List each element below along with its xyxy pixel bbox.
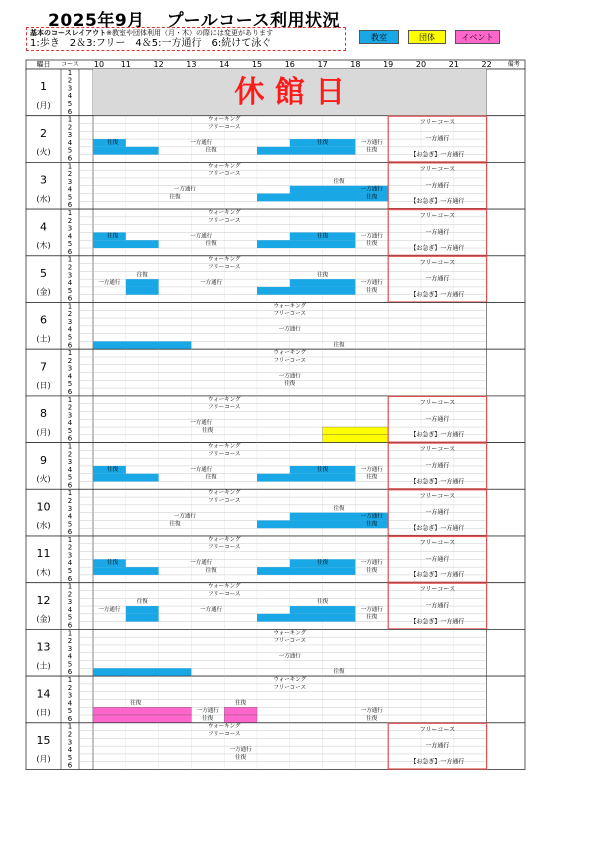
lane-label: ウォーキング bbox=[207, 443, 241, 450]
day-weekday-4: (木) bbox=[36, 241, 51, 251]
lane-label: 一方通行 bbox=[278, 373, 301, 380]
day-weekday-15: (月) bbox=[36, 754, 51, 764]
lane-number-6: 6 bbox=[67, 434, 73, 443]
lane-number-1: 1 bbox=[67, 629, 73, 638]
evening-special-label: 【お急ぎ】一方通行 bbox=[410, 525, 465, 533]
lane-label: 一方通行 bbox=[98, 606, 121, 613]
lane-number-2: 2 bbox=[67, 637, 73, 646]
lane-label: フリーコース bbox=[207, 171, 241, 178]
lane-number-6: 6 bbox=[67, 341, 73, 350]
lane-label: 一方通行 bbox=[190, 420, 213, 427]
day-weekday-14: (日) bbox=[36, 708, 51, 718]
day-weekday-8: (月) bbox=[36, 427, 51, 437]
course-header: コース bbox=[61, 61, 79, 68]
lane-number-6: 6 bbox=[67, 154, 73, 163]
lane-label: 往復 bbox=[107, 233, 119, 240]
lane-number-6: 6 bbox=[67, 247, 73, 256]
class-block bbox=[126, 614, 159, 622]
hour-label-15: 15 bbox=[251, 60, 263, 69]
legend-event: イベント bbox=[455, 30, 500, 44]
lane-number-5: 5 bbox=[67, 240, 73, 249]
lane-number-6: 6 bbox=[67, 761, 73, 770]
lane-label: 往復 bbox=[333, 342, 345, 349]
evening-special-label: 【お急ぎ】一方通行 bbox=[410, 244, 465, 252]
lane-label: ウォーキング bbox=[207, 116, 241, 123]
lane-number-3: 3 bbox=[67, 317, 73, 326]
lane-number-1: 1 bbox=[67, 442, 73, 451]
lane-label: フリーコース bbox=[273, 638, 307, 645]
evening-oneway-label: 一方通行 bbox=[425, 509, 450, 517]
lane-label: 一方通行 bbox=[200, 280, 223, 287]
lane-label: 往復 bbox=[366, 715, 378, 722]
lane-number-4: 4 bbox=[67, 92, 73, 101]
lane-number-2: 2 bbox=[67, 170, 73, 179]
day-weekday-1: (月) bbox=[36, 100, 51, 110]
lane-label: 一方通行 bbox=[229, 747, 252, 754]
day-weekday-13: (土) bbox=[36, 661, 51, 671]
evening-oneway-label: 一方通行 bbox=[425, 135, 450, 143]
lane-number-4: 4 bbox=[67, 512, 73, 521]
lane-number-5: 5 bbox=[67, 100, 73, 109]
lane-number-2: 2 bbox=[67, 730, 73, 739]
lane-number-4: 4 bbox=[67, 232, 73, 241]
class-block bbox=[257, 567, 355, 575]
lane-label: 一方通行 bbox=[360, 560, 383, 567]
lane-label: 往復 bbox=[366, 147, 378, 154]
lane-number-6: 6 bbox=[67, 107, 73, 116]
lane-label: ウォーキング bbox=[273, 676, 307, 683]
evening-special-label: 【お急ぎ】一方通行 bbox=[410, 758, 465, 766]
lane-number-4: 4 bbox=[67, 279, 73, 288]
lane-number-1: 1 bbox=[67, 349, 73, 358]
lane-number-5: 5 bbox=[67, 333, 73, 342]
lane-label: 往復 bbox=[366, 568, 378, 575]
event-block bbox=[224, 715, 257, 723]
evening-oneway-label: 一方通行 bbox=[425, 462, 450, 470]
group-block bbox=[323, 427, 389, 435]
lane-number-2: 2 bbox=[67, 216, 73, 225]
lane-number-4: 4 bbox=[67, 325, 73, 334]
hour-label-18: 18 bbox=[350, 60, 361, 69]
lane-number-1: 1 bbox=[67, 255, 73, 264]
lane-number-3: 3 bbox=[67, 131, 73, 140]
lane-number-2: 2 bbox=[67, 683, 73, 692]
legend-class: 教室 bbox=[359, 30, 399, 44]
evening-oneway-label: 一方通行 bbox=[425, 182, 450, 190]
lane-number-6: 6 bbox=[67, 714, 73, 723]
evening-free-label: フリーコース bbox=[419, 446, 456, 454]
lane-label: 一方通行 bbox=[360, 280, 383, 287]
lane-label: 一方通行 bbox=[360, 708, 383, 715]
lane-label: フリーコース bbox=[207, 264, 241, 271]
lane-label: 往復 bbox=[205, 147, 217, 154]
lane-label: 往復 bbox=[333, 669, 345, 676]
lane-label: 往復 bbox=[317, 599, 329, 606]
day-date-2: 2 bbox=[40, 126, 47, 140]
class-block bbox=[93, 240, 159, 248]
day-weekday-12: (金) bbox=[36, 614, 51, 624]
evening-free-label: フリーコース bbox=[419, 492, 456, 500]
lane-number-1: 1 bbox=[67, 722, 73, 731]
lane-number-2: 2 bbox=[67, 123, 73, 132]
hour-label-16: 16 bbox=[284, 60, 295, 69]
lane-number-4: 4 bbox=[67, 652, 73, 661]
lane-label: 往復 bbox=[136, 599, 148, 606]
lane-label: ウォーキング bbox=[207, 256, 241, 263]
lane-number-5: 5 bbox=[67, 707, 73, 716]
lane-label: フリーコース bbox=[207, 451, 241, 458]
day-date-1: 1 bbox=[40, 80, 47, 94]
legend-group: 団体 bbox=[408, 30, 446, 44]
day-weekday-11: (木) bbox=[36, 567, 51, 577]
layout-title: 基本のコースレイアウト bbox=[30, 29, 107, 37]
lane-number-1: 1 bbox=[67, 535, 73, 544]
lane-label: 往復 bbox=[130, 700, 142, 707]
notes-header: 備考 bbox=[507, 61, 520, 68]
group-block bbox=[323, 435, 389, 443]
lane-label: 一方通行 bbox=[278, 653, 301, 660]
class-block bbox=[93, 341, 191, 349]
evening-free-label: フリーコース bbox=[419, 586, 456, 594]
day-date-13: 13 bbox=[36, 640, 51, 654]
event-block bbox=[93, 715, 191, 723]
lane-number-4: 4 bbox=[67, 605, 73, 614]
lane-label: 往復 bbox=[169, 194, 181, 201]
lane-number-5: 5 bbox=[67, 146, 73, 155]
hour-label-19: 19 bbox=[383, 60, 394, 69]
class-block bbox=[257, 474, 355, 482]
lane-number-5: 5 bbox=[67, 286, 73, 295]
evening-special-label: 【お急ぎ】一方通行 bbox=[410, 198, 465, 206]
lane-label: ウォーキング bbox=[207, 723, 241, 730]
evening-oneway-label: 一方通行 bbox=[425, 228, 450, 236]
hour-label-17: 17 bbox=[317, 60, 328, 69]
layout-lanes: 1:歩き 2＆3:フリー 4＆5:一方通行 6:続けて泳ぐ bbox=[30, 38, 272, 49]
lane-label: 往復 bbox=[107, 466, 119, 473]
lane-label: 往復 bbox=[366, 474, 378, 481]
lane-number-5: 5 bbox=[67, 613, 73, 622]
lane-number-4: 4 bbox=[67, 746, 73, 755]
layout-note: ※教室や団体利用（月・木）の際には変更があります bbox=[106, 29, 273, 37]
day-header: 曜日 bbox=[36, 60, 51, 69]
lane-number-2: 2 bbox=[67, 263, 73, 272]
lane-number-1: 1 bbox=[67, 582, 73, 591]
hour-label-14: 14 bbox=[219, 60, 230, 69]
lane-label: 一方通行 bbox=[190, 560, 213, 567]
lane-label: 往復 bbox=[202, 427, 214, 434]
lane-label: 一方通行 bbox=[200, 606, 223, 613]
lane-label: 一方通行 bbox=[190, 139, 213, 146]
lane-number-4: 4 bbox=[67, 465, 73, 474]
lane-label: 一方通行 bbox=[360, 466, 383, 473]
lane-label: 往復 bbox=[317, 139, 329, 146]
class-block bbox=[93, 567, 159, 575]
lane-number-5: 5 bbox=[67, 753, 73, 762]
lane-number-6: 6 bbox=[67, 668, 73, 677]
document-title: プールコース利用状況 bbox=[166, 11, 340, 31]
lane-label: フリーコース bbox=[207, 591, 241, 598]
lane-label: 往復 bbox=[136, 272, 148, 279]
lane-label: 往復 bbox=[202, 715, 214, 722]
evening-special-label: 【お急ぎ】一方通行 bbox=[410, 431, 465, 439]
lane-label: 往復 bbox=[333, 505, 345, 512]
lane-number-5: 5 bbox=[67, 660, 73, 669]
lane-label: フリーコース bbox=[207, 124, 241, 131]
lane-number-4: 4 bbox=[67, 138, 73, 147]
day-date-11: 11 bbox=[36, 547, 51, 561]
lane-number-5: 5 bbox=[67, 520, 73, 529]
evening-special-label: 【お急ぎ】一方通行 bbox=[410, 151, 465, 159]
lane-label: 往復 bbox=[205, 568, 217, 575]
evening-oneway-label: 一方通行 bbox=[425, 555, 450, 563]
lane-label: 一方通行 bbox=[360, 233, 383, 240]
hour-label-22: 22 bbox=[481, 60, 492, 69]
lane-number-5: 5 bbox=[67, 567, 73, 576]
day-date-5: 5 bbox=[40, 267, 47, 281]
lane-label: ウォーキング bbox=[273, 303, 307, 310]
day-weekday-2: (火) bbox=[36, 147, 51, 157]
lane-label: 一方通行 bbox=[360, 186, 383, 193]
evening-special-label: 【お急ぎ】一方通行 bbox=[410, 618, 465, 626]
class-block bbox=[126, 287, 159, 295]
lane-number-5: 5 bbox=[67, 473, 73, 482]
lane-label: 往復 bbox=[366, 521, 378, 528]
evening-free-label: フリーコース bbox=[419, 539, 456, 547]
lane-number-1: 1 bbox=[67, 68, 73, 77]
class-block bbox=[257, 287, 355, 295]
lane-label: ウォーキング bbox=[273, 630, 307, 637]
class-block bbox=[290, 606, 356, 614]
lane-label: ウォーキング bbox=[207, 536, 241, 543]
lane-label: フリーコース bbox=[273, 311, 307, 318]
lane-number-1: 1 bbox=[67, 208, 73, 217]
lane-number-3: 3 bbox=[67, 738, 73, 747]
day-weekday-10: (水) bbox=[36, 521, 51, 531]
lane-label: 一方通行 bbox=[173, 186, 196, 193]
lane-number-3: 3 bbox=[67, 598, 73, 607]
evening-free-label: フリーコース bbox=[419, 399, 456, 407]
lane-label: ウォーキング bbox=[207, 209, 241, 216]
lane-label: 往復 bbox=[205, 241, 217, 248]
day-weekday-7: (日) bbox=[36, 381, 51, 391]
lane-label: 一方通行 bbox=[190, 466, 213, 473]
evening-oneway-label: 一方通行 bbox=[425, 275, 450, 283]
evening-oneway-label: 一方通行 bbox=[425, 602, 450, 610]
lane-number-6: 6 bbox=[67, 388, 73, 397]
day-date-9: 9 bbox=[40, 453, 47, 467]
lane-number-4: 4 bbox=[67, 699, 73, 708]
lane-number-1: 1 bbox=[67, 675, 73, 684]
day-date-6: 6 bbox=[40, 313, 47, 327]
lane-label: 往復 bbox=[317, 233, 329, 240]
lane-label: 往復 bbox=[317, 272, 329, 279]
class-block bbox=[126, 606, 159, 614]
month-title: 2025年9月 bbox=[48, 11, 145, 31]
lane-number-5: 5 bbox=[67, 426, 73, 435]
lane-number-3: 3 bbox=[67, 504, 73, 513]
day-date-15: 15 bbox=[36, 734, 51, 748]
lane-number-4: 4 bbox=[67, 372, 73, 381]
lane-label: 往復 bbox=[333, 178, 345, 185]
lane-number-3: 3 bbox=[67, 691, 73, 700]
lane-number-2: 2 bbox=[67, 450, 73, 459]
lane-label: フリーコース bbox=[207, 731, 241, 738]
lane-label: 往復 bbox=[284, 381, 296, 388]
evening-free-label: フリーコース bbox=[419, 165, 456, 173]
evening-free-label: フリーコース bbox=[419, 212, 456, 220]
lane-label: 往復 bbox=[169, 521, 181, 528]
evening-oneway-label: 一方通行 bbox=[425, 415, 450, 423]
lane-label: 往復 bbox=[366, 614, 378, 621]
lane-number-3: 3 bbox=[67, 458, 73, 467]
evening-free-label: フリーコース bbox=[419, 259, 456, 267]
class-block bbox=[290, 279, 356, 287]
class-block bbox=[93, 668, 191, 676]
lane-number-6: 6 bbox=[67, 481, 73, 490]
day-date-7: 7 bbox=[40, 360, 47, 374]
class-block bbox=[93, 147, 159, 155]
day-weekday-5: (金) bbox=[36, 287, 51, 297]
lane-label: 一方通行 bbox=[196, 708, 219, 715]
lane-number-3: 3 bbox=[67, 411, 73, 420]
hour-label-10: 10 bbox=[93, 60, 105, 69]
lane-label: 往復 bbox=[317, 466, 329, 473]
lane-number-3: 3 bbox=[67, 224, 73, 233]
lane-label: 一方通行 bbox=[360, 513, 383, 520]
lane-number-1: 1 bbox=[67, 115, 73, 124]
lane-number-2: 2 bbox=[67, 403, 73, 412]
lane-label: 一方通行 bbox=[190, 233, 213, 240]
lane-number-3: 3 bbox=[67, 177, 73, 186]
lane-label: 往復 bbox=[205, 474, 217, 481]
lane-number-5: 5 bbox=[67, 193, 73, 202]
lane-number-6: 6 bbox=[67, 621, 73, 630]
lane-number-3: 3 bbox=[67, 84, 73, 93]
lane-number-3: 3 bbox=[67, 551, 73, 560]
lane-label: 往復 bbox=[366, 241, 378, 248]
lane-number-6: 6 bbox=[67, 294, 73, 303]
lane-label: ウォーキング bbox=[207, 163, 241, 170]
lane-label: ウォーキング bbox=[207, 490, 241, 497]
lane-label: ウォーキング bbox=[207, 396, 241, 403]
lane-number-3: 3 bbox=[67, 644, 73, 653]
hour-label-13: 13 bbox=[186, 60, 197, 69]
lane-number-1: 1 bbox=[67, 302, 73, 311]
lane-label: 一方通行 bbox=[98, 280, 121, 287]
hour-label-12: 12 bbox=[153, 60, 164, 69]
lane-label: 往復 bbox=[366, 287, 378, 294]
evening-free-label: フリーコース bbox=[419, 119, 456, 127]
lane-label: 往復 bbox=[107, 560, 119, 567]
day-date-12: 12 bbox=[36, 593, 51, 607]
lane-label: フリーコース bbox=[207, 217, 241, 224]
evening-free-label: フリーコース bbox=[419, 726, 456, 734]
class-block bbox=[126, 279, 159, 287]
lane-label: ウォーキング bbox=[207, 583, 241, 590]
lane-number-2: 2 bbox=[67, 543, 73, 552]
lane-number-6: 6 bbox=[67, 528, 73, 537]
lane-label: 一方通行 bbox=[360, 606, 383, 613]
lane-label: 一方通行 bbox=[173, 513, 196, 520]
day-weekday-6: (土) bbox=[36, 334, 51, 344]
lane-label: フリーコース bbox=[207, 404, 241, 411]
lane-label: フリーコース bbox=[273, 684, 307, 691]
event-block bbox=[93, 707, 191, 715]
class-block bbox=[257, 147, 355, 155]
lane-number-3: 3 bbox=[67, 364, 73, 373]
evening-oneway-label: 一方通行 bbox=[425, 742, 450, 750]
lane-label: 往復 bbox=[317, 560, 329, 567]
lane-label: フリーコース bbox=[207, 544, 241, 551]
day-weekday-9: (火) bbox=[36, 474, 51, 484]
event-block bbox=[224, 707, 257, 715]
evening-special-label: 【お急ぎ】一方通行 bbox=[410, 291, 465, 299]
lane-number-2: 2 bbox=[67, 496, 73, 505]
hour-label-20: 20 bbox=[415, 60, 427, 69]
class-block bbox=[93, 474, 159, 482]
lane-number-6: 6 bbox=[67, 574, 73, 583]
lane-number-2: 2 bbox=[67, 356, 73, 365]
class-block bbox=[257, 240, 355, 248]
day-date-3: 3 bbox=[40, 173, 47, 187]
lane-label: 往復 bbox=[235, 700, 247, 707]
lane-number-2: 2 bbox=[67, 76, 73, 85]
evening-special-label: 【お急ぎ】一方通行 bbox=[410, 571, 465, 579]
lane-number-1: 1 bbox=[67, 489, 73, 498]
lane-label: フリーコース bbox=[207, 497, 241, 504]
lane-label: 往復 bbox=[235, 754, 247, 761]
lane-number-2: 2 bbox=[67, 590, 73, 599]
day-date-14: 14 bbox=[36, 687, 51, 701]
class-block bbox=[257, 614, 355, 622]
lane-number-5: 5 bbox=[67, 380, 73, 389]
lane-number-4: 4 bbox=[67, 559, 73, 568]
lane-number-1: 1 bbox=[67, 395, 73, 404]
hour-label-21: 21 bbox=[448, 60, 459, 69]
lane-label: 一方通行 bbox=[360, 139, 383, 146]
evening-special-label: 【お急ぎ】一方通行 bbox=[410, 478, 465, 486]
day-date-10: 10 bbox=[36, 500, 51, 514]
closed-day-label: 休 館 日 bbox=[234, 74, 346, 110]
lane-number-6: 6 bbox=[67, 201, 73, 210]
day-date-4: 4 bbox=[40, 220, 47, 234]
lane-number-1: 1 bbox=[67, 162, 73, 171]
lane-number-4: 4 bbox=[67, 185, 73, 194]
hour-label-11: 11 bbox=[120, 60, 131, 69]
lane-number-2: 2 bbox=[67, 310, 73, 319]
lane-label: ウォーキング bbox=[273, 350, 307, 357]
day-weekday-3: (水) bbox=[36, 194, 51, 204]
lane-number-4: 4 bbox=[67, 419, 73, 428]
lane-label: フリーコース bbox=[273, 357, 307, 364]
day-date-8: 8 bbox=[40, 407, 47, 421]
lane-number-3: 3 bbox=[67, 271, 73, 280]
lane-label: 一方通行 bbox=[278, 326, 301, 333]
lane-label: 往復 bbox=[366, 194, 378, 201]
lane-label: 往復 bbox=[107, 139, 119, 146]
